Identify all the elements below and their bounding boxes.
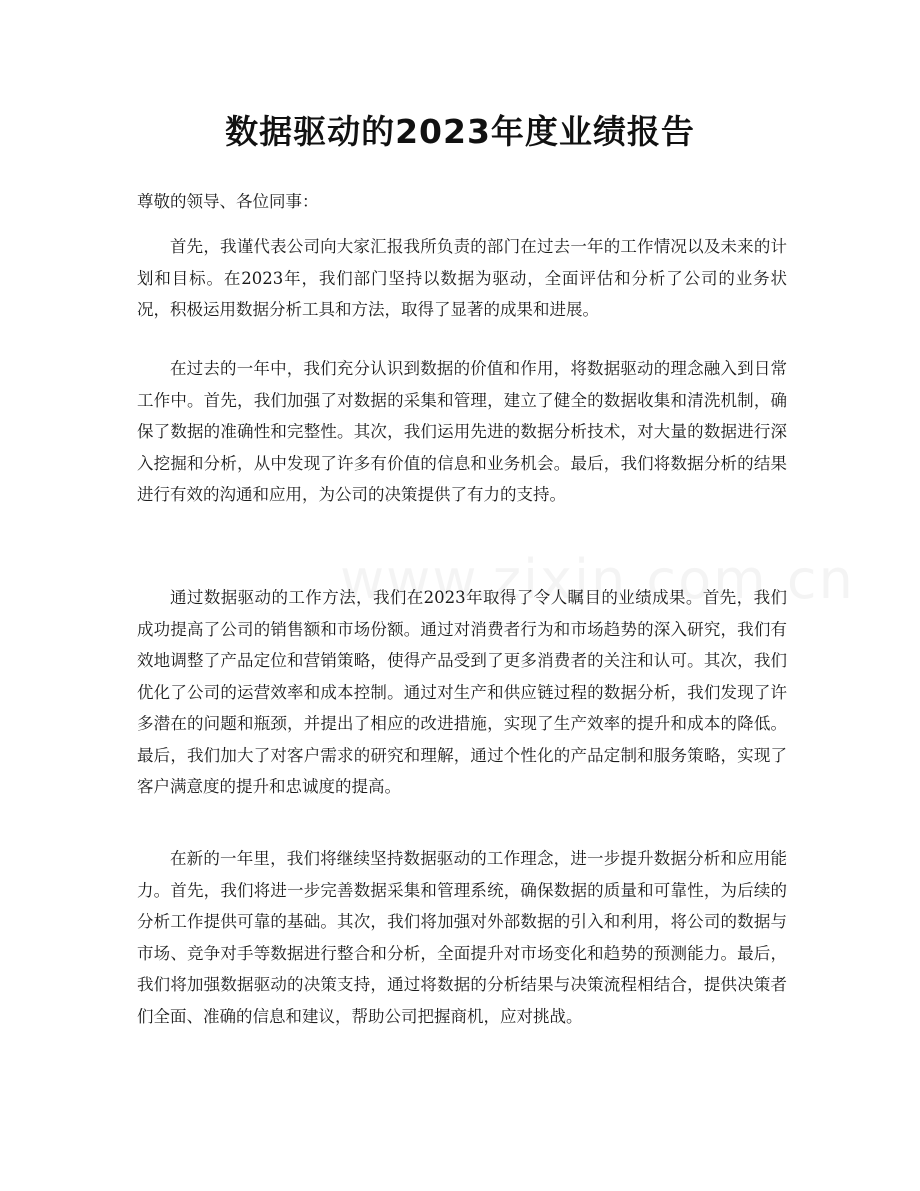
salutation: 尊敬的领导、各位同事： <box>137 192 319 211</box>
paragraph-2: 在过去的一年中，我们充分认识到数据的价值和作用，将数据驱动的理念融入到日常工作中。首先，我们加强了对数据的采集和管理，建立了健全的数据收集和清洗机制，确保了数据的准确性和完整性。其次，我们运用先进的数据分析技术，对大量的数据进行深入挖掘和分析，从中发现了许多有价值的信息和业务机会。最后，我们将数据分析的结果进行有效的沟通和应用，为公司的决策提供了有力的支持。 <box>137 359 787 504</box>
paragraph-3: 通过数据驱动的工作方法，我们在2023年取得了令人瞩目的业绩成果。首先，我们成功提高了公司的销售额和市场份额。通过对消费者行为和市场趋势的深入研究，我们有效地调整了产品定位和营销策略，使得产品受到了更多消费者的关注和认可。其次，我们优化了公司的运营效率和成本控制。通过对生产和供应链过程的数据分析，我们发现了许多潜在的问题和瓶颈，并提出了相应的改进措施，实现了生产效率的提升和成本的降低。最后，我们加大了对客户需求的研究和理解，通过个性化的产品定制和服务策略，实现了客户满意度的提升和忠诚度的提高。 <box>137 588 787 796</box>
paragraph-1: 首先，我谨代表公司向大家汇报我所负责的部门在过去一年的工作情况以及未来的计划和目标。在2023年，我们部门坚持以数据为驱动，全面评估和分析了公司的业务状况，积极运用数据分析工具和方法，取得了显著的成果和进展。 <box>137 237 787 319</box>
paragraph-4: 在新的一年里，我们将继续坚持数据驱动的工作理念，进一步提升数据分析和应用能力。首先，我们将进一步完善数据采集和管理系统，确保数据的质量和可靠性，为后续的分析工作提供可靠的基础。其次，我们将加强对外部数据的引入和利用，将公司的数据与市场、竞争对手等数据进行整合和分析，全面提升对市场变化和趋势的预测能力。最后，我们将加强数据驱动的决策支持，通过将数据的分析结果与决策流程相结合，提供决策者们全面、准确的信息和建议，帮助公司把握商机，应对挑战。 <box>137 849 787 1026</box>
page-title: 数据驱动的2023年度业绩报告 <box>225 112 695 151</box>
